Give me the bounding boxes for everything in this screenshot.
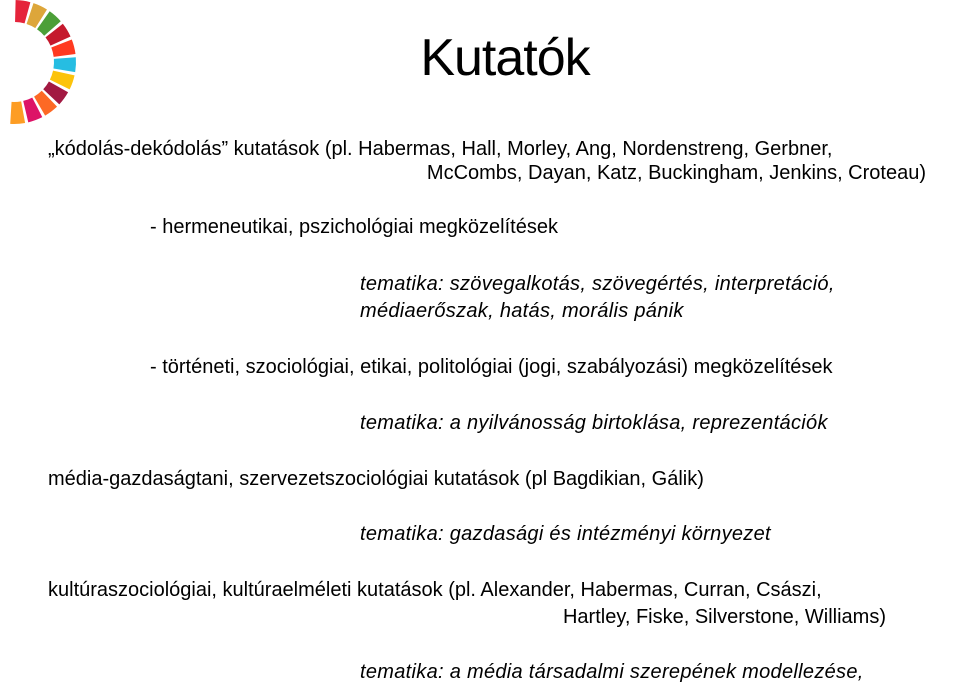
economic-topic: tematika: gazdasági és intézményi környezet xyxy=(360,523,771,545)
hermeneutic-approaches: - hermeneutikai, pszichológiai megközelítések xyxy=(150,216,558,238)
slide-title: Kutatók xyxy=(420,29,590,87)
encoding-research-line2: McCombs, Dayan, Katz, Buckingham, Jenkins, Croteau) xyxy=(426,162,926,184)
historical-approaches: - történeti, szociológiai, etikai, politológiai (jogi, szabályozási) megközelítések xyxy=(150,356,833,378)
cultural-research-line2: Hartley, Fiske, Silverstone, Williams) xyxy=(562,606,886,628)
hermeneutic-topic-line2: médiaerőszak, hatás, morális pánik xyxy=(360,300,684,322)
cultural-research-line1: kultúraszociológiai, kultúraelméleti kutatások (pl. Alexander, Habermas, Curran, Császi, xyxy=(48,579,822,601)
encoding-research-line1: „kódolás-dekódolás” kutatások (pl. Habermas, Hall, Morley, Ang, Nordenstreng, Gerbner, xyxy=(48,138,833,160)
cultural-topic: tematika: a média társadalmi szerepének modellezése, xyxy=(360,661,864,683)
economic-research: média-gazdaságtani, szervezetszociológiai kutatások (pl Bagdikian, Gálik) xyxy=(48,468,704,490)
hermeneutic-topic-line1: tematika: szövegalkotás, szövegértés, interpretáció, xyxy=(360,273,835,295)
wheel-segment xyxy=(10,101,25,124)
historical-topic: tematika: a nyilvánosság birtoklása, reprezentációk xyxy=(360,412,828,434)
